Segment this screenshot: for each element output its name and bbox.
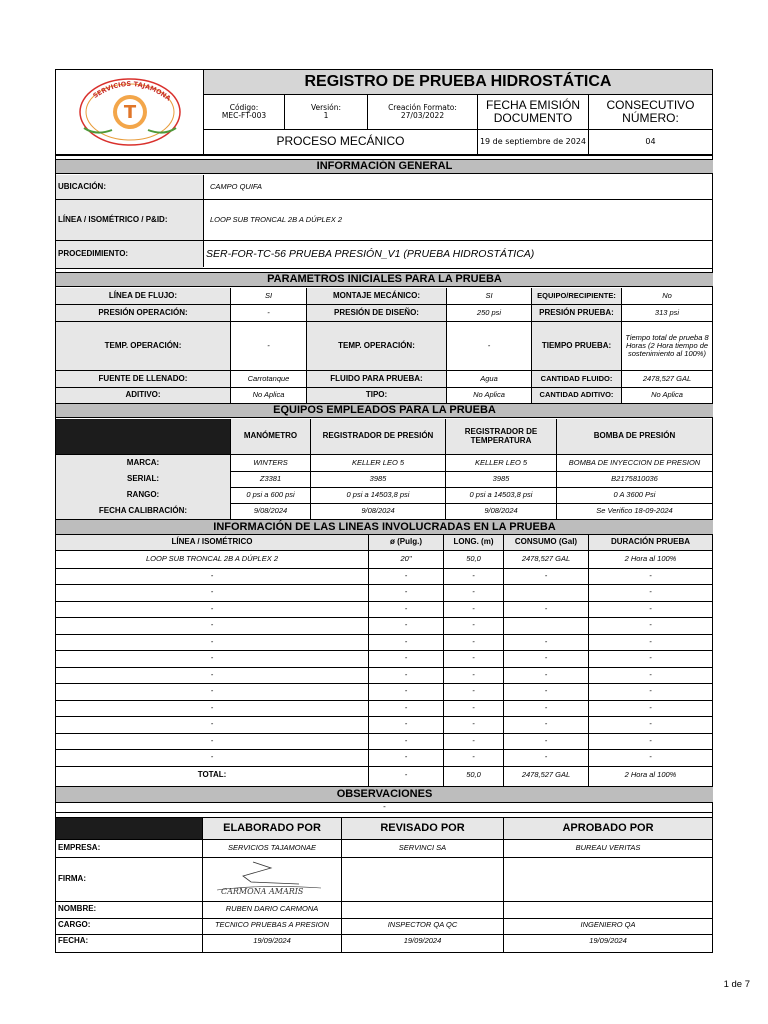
cant-fluido-value: 2478,527 GAL xyxy=(642,373,692,383)
creacion-value: 27/03/2022 xyxy=(400,111,445,120)
equipo-fecha-value: 9/08/2024 xyxy=(484,505,518,515)
equipo-marca-value: KELLER LEO 5 xyxy=(351,457,405,467)
equipo-label: EQUIPO/RECIPIENTE: xyxy=(532,288,621,304)
table-row-value: - xyxy=(544,653,548,663)
form-title: REGISTRO DE PRUEBA HIDROSTÁTICA xyxy=(204,70,712,94)
table-row-value: - xyxy=(544,686,548,696)
lineas-title: INFORMACIÓN DE LAS LINEAS INVOLUCRADAS EN LA PRUEBA xyxy=(56,519,713,534)
fuente-label: FUENTE DE LLENADO: xyxy=(56,371,230,387)
total-pulg: - xyxy=(404,770,408,780)
table-row-value: - xyxy=(544,719,548,729)
linea-label: LÍNEA / ISOMÉTRICO / P&ID: xyxy=(56,200,203,240)
equipo-rango-value: 0 psi a 14503,8 psi xyxy=(346,489,410,499)
table-row-value: - xyxy=(649,603,652,613)
table-row-value: - xyxy=(404,587,408,597)
linea-value: LOOP SUB TRONCAL 2B A DÚPLEX 2 xyxy=(210,214,342,224)
table-row-value: - xyxy=(649,653,652,663)
table-row-linea: - xyxy=(210,587,214,597)
table-row-value: - xyxy=(544,570,548,580)
equipo-rango-label: RANGO: xyxy=(56,487,230,503)
table-row-value: - xyxy=(649,587,652,597)
equipo-serial-label: SERIAL: xyxy=(56,471,230,487)
cant-aditivo-label: CANTIDAD ADITIVO: xyxy=(532,388,621,403)
temp-op-label: TEMP. OPERACIÓN: xyxy=(56,322,230,370)
table-row-value: - xyxy=(404,570,408,580)
equipo-serial-value: 3985 xyxy=(492,473,510,483)
signature-text: CARMONA AMARIS xyxy=(221,887,304,896)
table-row-value: - xyxy=(472,653,475,663)
firma-cargo-value: INSPECTOR QA QC xyxy=(387,920,458,930)
equipo-serial-value: Z3381 xyxy=(259,473,282,483)
table-row-value: - xyxy=(472,752,475,762)
table-row-value: - xyxy=(404,653,408,663)
firma-cargo-value: INGENIERO QA xyxy=(580,920,636,930)
table-row-value: 2478,527 GAL xyxy=(521,554,571,564)
version-value: 1 xyxy=(323,111,329,120)
table-row-value xyxy=(504,617,588,634)
presion-prueba-value: 313 psi xyxy=(654,307,680,317)
table-row-linea: - xyxy=(210,719,214,729)
table-row-value: - xyxy=(472,702,475,712)
equipo-serial-value: 3985 xyxy=(369,473,387,483)
table-row-value: - xyxy=(472,587,475,597)
table-row-value: - xyxy=(472,620,475,630)
firma-nombre-value xyxy=(504,902,712,917)
table-row-value: - xyxy=(544,702,548,712)
equipo-rango-value: 0 A 3600 Psi xyxy=(613,489,656,499)
table-row-linea: - xyxy=(210,702,214,712)
table-row-linea: - xyxy=(210,636,214,646)
table-row-linea: - xyxy=(210,653,214,663)
col-long: LONG. (m) xyxy=(444,535,503,550)
col-linea: LÍNEA / ISOMÉTRICO xyxy=(56,535,368,550)
linea-flujo-value: SI xyxy=(264,290,273,300)
params-title: PARAMETROS INICIALES PARA LA PRUEBA xyxy=(56,272,713,287)
col-consumo: CONSUMO (Gal) xyxy=(504,535,588,550)
equipo-marca-value: WINTERS xyxy=(253,457,288,467)
equipo-fecha-value: 9/08/2024 xyxy=(253,505,288,515)
aditivo-value: No Aplica xyxy=(252,390,285,400)
general-title: INFORMACIÓN GENERAL xyxy=(56,159,713,174)
fuente-value: Carrotanque xyxy=(247,373,290,383)
table-row-value: - xyxy=(404,620,408,630)
table-row-value: - xyxy=(649,719,652,729)
table-row-value: - xyxy=(472,719,475,729)
consecutivo-value: 04 xyxy=(645,136,656,146)
creacion-label: Creación Formato: xyxy=(388,102,457,112)
col-reg-temp: REGISTRADOR DE TEMPERATURA xyxy=(446,419,556,454)
temp-op2-value: - xyxy=(487,340,491,350)
table-row-value: - xyxy=(404,686,408,696)
table-row-value: 2 Hora al 100% xyxy=(624,554,677,564)
presion-dis-value: 250 psi xyxy=(476,307,502,317)
equipo-rango-value: 0 psi a 600 psi xyxy=(246,489,295,499)
empresa-elaborado: SERVICIOS TAJAMONAE xyxy=(227,843,317,853)
equipo-rango-value: 0 psi a 14503,8 psi xyxy=(469,489,533,499)
fecha-emision-value: 19 de septiembre de 2024 xyxy=(479,136,587,146)
table-row-value: - xyxy=(472,570,475,580)
procedimiento-value: SER-FOR-TC-56 PRUEBA PRESIÓN_V1 (PRUEBA HIDROSTÁTICA) xyxy=(206,247,535,260)
observaciones-text: - xyxy=(383,803,386,812)
equipo-serial-value: B2175810036 xyxy=(611,473,658,483)
table-row-linea: - xyxy=(210,752,214,762)
firma-fecha-label: FECHA: xyxy=(58,936,89,946)
table-row-value: - xyxy=(544,735,548,745)
equipos-title: EQUIPOS EMPLEADOS PARA LA PRUEBA xyxy=(56,403,713,418)
fluido-value: Agua xyxy=(480,373,498,383)
firma-fecha-value: 19/09/2024 xyxy=(589,936,627,946)
ubicacion-value: CAMPO QUIFA xyxy=(210,181,262,191)
firma-fecha-value: 19/09/2024 xyxy=(253,936,291,946)
fecha-emision-label: FECHA EMISIÓN DOCUMENTO xyxy=(485,97,580,125)
tiempo-value: Tiempo total de prueba 8 Horas (2 Hora tiempo de sostenimiento al 100%) xyxy=(625,332,709,359)
observaciones-title: OBSERVACIONES xyxy=(56,786,713,803)
logo-text: SERVICIOS TAJAMONA xyxy=(91,79,173,103)
tipo-label: TIPO: xyxy=(307,388,446,403)
firma-nombre-label: NOMBRE: xyxy=(58,904,97,914)
table-row-value: - xyxy=(472,603,475,613)
revisado-label: REVISADO POR xyxy=(342,817,503,839)
table-row-value: - xyxy=(472,636,475,646)
firma-nombre-value: RUBEN DARIO CARMONA xyxy=(225,904,319,914)
version-label: Versión: xyxy=(310,102,342,112)
equipo-fecha-label: FECHA CALIBRACIÓN: xyxy=(56,503,230,519)
firma-label: FIRMA: xyxy=(58,874,86,884)
table-row-value: - xyxy=(404,702,408,712)
table-row-value: - xyxy=(544,752,548,762)
table-row-linea: - xyxy=(210,669,214,679)
col-registrador: REGISTRADOR DE PRESIÓN xyxy=(311,419,445,454)
firma-nombre-value xyxy=(342,902,503,917)
total-consumo: 2478,527 GAL xyxy=(521,770,571,780)
firma-cargo-label: CARGO: xyxy=(58,920,91,930)
table-row-value: 20" xyxy=(400,554,412,564)
empresa-label: EMPRESA: xyxy=(58,843,101,853)
aditivo-label: ADITIVO: xyxy=(56,388,230,403)
table-row-value: - xyxy=(649,620,652,630)
table-row-value: 50,0 xyxy=(466,554,481,564)
table-row-value: - xyxy=(404,636,408,646)
table-row-value: - xyxy=(649,702,652,712)
table-row-linea: - xyxy=(210,686,214,696)
col-duracion: DURACIÓN PRUEBA xyxy=(589,535,712,550)
company-logo xyxy=(56,70,203,154)
equipo-marca-value: BOMBA DE INYECCION DE PRESION xyxy=(568,457,701,467)
codigo-value: MEC-FT-003 xyxy=(221,111,267,120)
table-row-value: - xyxy=(544,603,548,613)
equipo-value: No xyxy=(662,290,672,300)
table-row-value: - xyxy=(472,686,475,696)
col-bomba: BOMBA DE PRESIÓN xyxy=(557,419,712,454)
empresa-aprobado: BUREAU VERITAS xyxy=(575,843,641,853)
table-row-value: - xyxy=(472,669,475,679)
tipo-value: No Aplica xyxy=(473,390,505,400)
table-row-value: - xyxy=(544,669,548,679)
empresa-revisado: SERVINCI SA xyxy=(398,843,447,853)
table-row-value: - xyxy=(404,669,408,679)
codigo-label: Código: xyxy=(229,102,259,112)
elaborado-label: ELABORADO POR xyxy=(203,817,341,839)
table-row-value: - xyxy=(404,603,408,613)
equipo-marca-value: KELLER LEO 5 xyxy=(474,457,528,467)
tiempo-label: TIEMPO PRUEBA: xyxy=(532,322,621,370)
table-row-value: - xyxy=(649,570,652,580)
procedimiento-label: PROCEDIMIENTO: xyxy=(56,241,203,268)
firma-fecha-value: 19/09/2024 xyxy=(403,936,442,946)
linea-flujo-label: LÍNEA DE FLUJO: xyxy=(56,288,230,304)
consecutivo-label: CONSECUTIVO NÚMERO: xyxy=(606,97,695,125)
cant-fluido-label: CANTIDAD FLUIDO: xyxy=(532,371,621,387)
table-row-value: - xyxy=(649,752,652,762)
equipo-marca-label: MARCA: xyxy=(56,455,230,471)
firmas-header-blank xyxy=(56,817,202,839)
presion-op-value: - xyxy=(267,307,270,317)
presion-op-label: PRESIÓN OPERACIÓN: xyxy=(56,305,230,321)
table-row-linea: - xyxy=(210,603,214,613)
equipo-fecha-value: Se Verifico 18-09-2024 xyxy=(596,505,673,515)
table-row-value: - xyxy=(404,735,408,745)
presion-prueba-label: PRESIÓN PRUEBA: xyxy=(532,305,621,321)
ubicacion-label: UBICACIÓN: xyxy=(56,175,203,199)
fluido-label: FLUIDO PARA PRUEBA: xyxy=(307,371,446,387)
presion-dis-label: PRESIÓN DE DISEÑO: xyxy=(307,305,446,321)
page-number: 1 de 7 xyxy=(723,978,750,990)
firma-cargo-value: TECNICO PRUEBAS A PRESION xyxy=(214,920,330,930)
total-duracion: 2 Hora al 100% xyxy=(624,770,677,780)
creacion-cell xyxy=(368,95,477,129)
logo-letter: T xyxy=(123,102,137,123)
temp-op2-label: TEMP. OPERACIÓN: xyxy=(307,322,446,370)
table-row-value: - xyxy=(649,686,652,696)
table-row-linea: - xyxy=(210,735,214,745)
cant-aditivo-value: No Aplica xyxy=(651,390,683,400)
equipos-header-blank xyxy=(56,419,230,454)
table-row-value: - xyxy=(404,719,408,729)
montaje-label: MONTAJE MECÁNICO: xyxy=(307,288,446,304)
version-cell xyxy=(285,95,367,129)
table-row-value xyxy=(504,584,588,601)
equipo-fecha-value: 9/08/2024 xyxy=(361,505,395,515)
table-row-linea: - xyxy=(210,570,214,580)
table-row-value: - xyxy=(472,735,475,745)
signature-image xyxy=(203,858,341,901)
table-row-value: - xyxy=(544,636,548,646)
table-row-value: - xyxy=(649,735,652,745)
temp-op-value: - xyxy=(267,340,270,350)
codigo-cell xyxy=(204,95,284,129)
montaje-value: SI xyxy=(485,290,493,300)
table-row-linea: LOOP SUB TRONCAL 2B A DÚPLEX 2 xyxy=(146,554,278,564)
col-pulg: ø (Pulg.) xyxy=(369,535,443,550)
table-row-linea: - xyxy=(210,620,214,630)
aprobado-label: APROBADO POR xyxy=(504,817,712,839)
table-row-value: - xyxy=(649,636,652,646)
col-manometro: MANÓMETRO xyxy=(231,419,310,454)
total-label: TOTAL: xyxy=(197,770,227,780)
total-long: 50,0 xyxy=(466,770,481,780)
table-row-value: - xyxy=(649,669,652,679)
proceso-label: PROCESO MECÁNICO xyxy=(276,134,405,149)
table-row-value: - xyxy=(404,752,408,762)
